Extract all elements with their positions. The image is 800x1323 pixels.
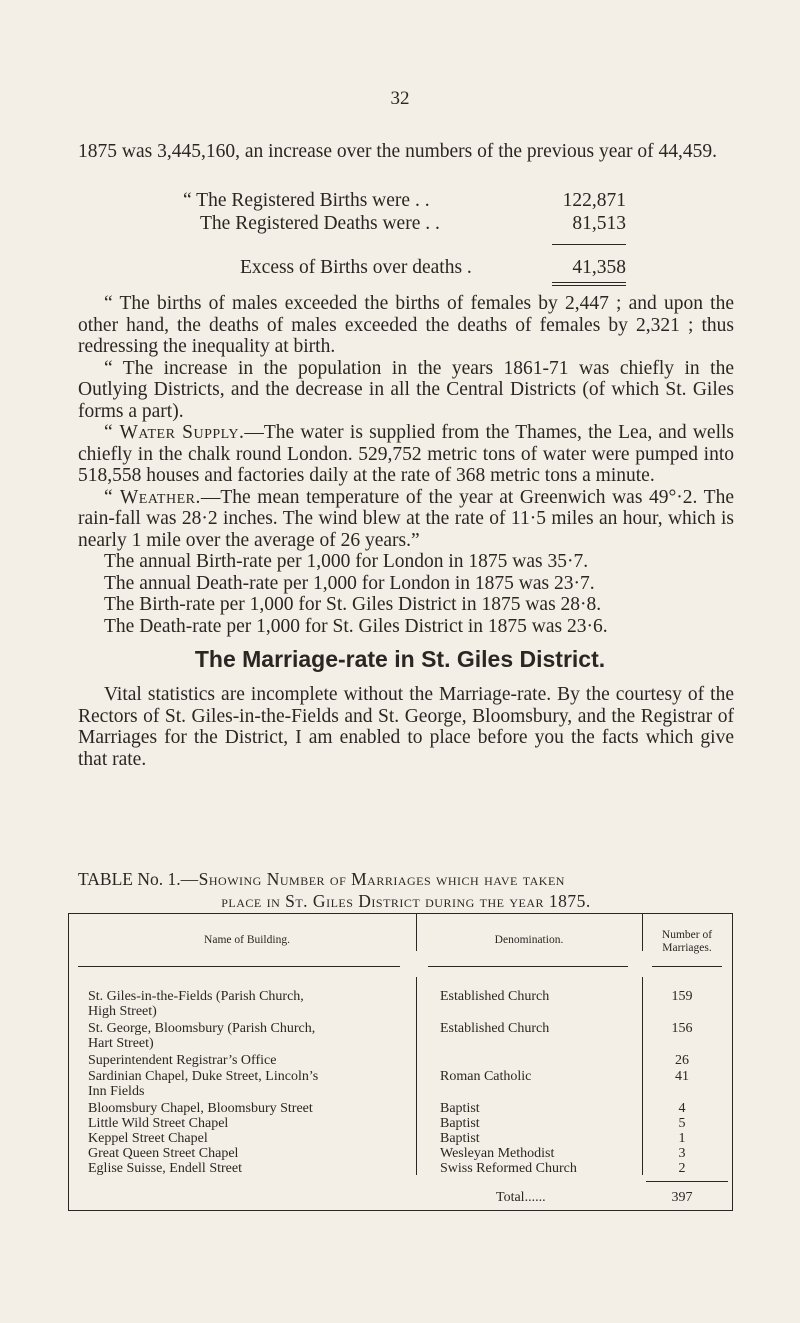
opening-text: 1875 was 3,445,160, an increase over the numbers of the previous year of 44,459. [78, 141, 717, 162]
total-rule-upper [552, 282, 626, 283]
table-right-border [732, 913, 733, 1211]
water-supply-paragraph [78, 422, 734, 487]
cell-building: St. Giles-in-the-Fields (Parish Church, High Street) [88, 989, 304, 1019]
cell-marriages: 159 [671, 989, 693, 1004]
birth-rate-london: The annual Birth-rate per 1,000 for London in 1875 was 35·7. [104, 551, 589, 572]
cell-denomination: Established Church [440, 989, 550, 1004]
marriages-table [78, 913, 734, 1213]
population-paragraph: “ The increase in the population in the years 1861-71 was chiefly in the Outlying Districts, and the decrease in all the Central Districts (of which St. Giles forms a part). [78, 357, 734, 422]
header-denomination: Denomination. [494, 934, 564, 946]
body-paragraphs [78, 293, 734, 637]
section-heading: The Marriage-rate in St. Giles District. [194, 646, 606, 672]
death-rate-st-giles: The Death-rate per 1,000 for St. Giles District in 1875 was 23·6. [104, 615, 608, 637]
sum-rule [552, 244, 626, 245]
water-supply-text: —The water is supplied from the Thames, the Lea, and wells chiefly in the chalk round London. 529,752 metric tons of water were pumped into 518,558 houses and factories daily at the rate of 368 metric tons a minute. [78, 422, 735, 486]
cell-marriages: 26 [675, 1053, 689, 1068]
births-label: “ The Registered Births were . . [183, 190, 430, 211]
excess-value: 41,358 [572, 257, 626, 278]
cell-denomination: Baptist [440, 1116, 480, 1131]
cell-marriages: 156 [671, 1021, 693, 1036]
table-bottom-rule [68, 1210, 732, 1211]
births-males-paragraph: “ The births of males exceeded the births of females by 2,447 ; and upon the other hand, the deaths of males exceeded the deaths of females by 2,321 ; thus redressing the inequality at birth. [78, 293, 734, 357]
cell-building: Sardinian Chapel, Duke Street, Lincoln’s Inn Fields [88, 1069, 319, 1099]
water-supply-heading: “ Water Supply. [104, 422, 245, 443]
deaths-value: 81,513 [572, 213, 626, 234]
col-divider-2-head [642, 913, 643, 951]
weather-text: —The mean temperature of the year at Greenwich was 49°·2. The rain-fall was 28·2 inches. The wind blew at the rate of 11·5 miles an hour, which is nearly 1 mile over the average of 26 years.” [78, 486, 734, 551]
cell-building: Little Wild Street Chapel [88, 1116, 229, 1131]
death-rate-london: The annual Death-rate per 1,000 for London in 1875 was 23·7. [104, 572, 595, 594]
cell-denomination: Baptist [440, 1131, 480, 1146]
cell-marriages: 4 [678, 1101, 686, 1116]
table-caption-line1: —Showing Number of Marriages which have taken [180, 869, 565, 889]
cell-marriages: 2 [678, 1161, 686, 1176]
col-divider-1-body [416, 977, 417, 1175]
excess-label: Excess of Births over deaths . [240, 257, 472, 278]
table-top-rule [68, 913, 732, 914]
cell-marriages: 3 [678, 1146, 686, 1161]
header-rule-1 [78, 966, 400, 967]
cell-building: Superintendent Registrar’s Office [88, 1053, 277, 1068]
cell-denomination: Baptist [440, 1101, 480, 1116]
cell-denomination: Roman Catholic [440, 1069, 532, 1084]
birth-rate-st-giles: The Birth-rate per 1,000 for St. Giles District in 1875 was 28·8. [104, 594, 602, 615]
cell-denomination: Swiss Reformed Church [440, 1161, 577, 1176]
cell-building: St. George, Bloomsbury (Parish Church, Hart Street) [88, 1021, 316, 1051]
cell-denomination: Established Church [440, 1021, 550, 1036]
opening-paragraph [78, 141, 734, 163]
header-rule-2 [428, 966, 628, 967]
deaths-label: The Registered Deaths were . . [200, 213, 440, 234]
header-number-of-marriages: Number of Marriages. [661, 929, 713, 954]
cell-building: Eglise Suisse, Endell Street [88, 1161, 242, 1176]
marriage-paragraph-block [78, 684, 734, 770]
page-number: 32 [390, 88, 410, 109]
table-caption-line2: place in St. Giles District during the year 1875. [221, 891, 591, 911]
total-rule [646, 1181, 728, 1182]
marriage-paragraph: Vital statistics are incomplete without the Marriage-rate. By the courtesy of the Rectors of St. Giles-in-the-Fields and St. George, Bloomsbury, and the Registrar of Marriages for the District, I am enabled to place before you the facts which give that rate. [78, 684, 734, 770]
table-left-border [68, 913, 69, 1211]
cell-marriages: 41 [675, 1069, 689, 1084]
weather-paragraph [78, 487, 734, 552]
total-rule-lower [552, 285, 626, 286]
header-rule-3 [652, 966, 722, 967]
cell-building: Bloomsbury Chapel, Bloomsbury Street [88, 1101, 313, 1116]
weather-heading: “ Weather. [104, 486, 201, 508]
total-label: Total...... [496, 1190, 546, 1205]
total-value: 397 [671, 1190, 693, 1205]
cell-building: Keppel Street Chapel [88, 1131, 208, 1146]
cell-denomination: Wesleyan Methodist [440, 1146, 555, 1161]
header-name-of-building: Name of Building. [204, 934, 290, 946]
cell-marriages: 1 [678, 1131, 686, 1146]
births-value: 122,871 [562, 190, 626, 211]
table-caption [78, 868, 734, 912]
cell-building: Great Queen Street Chapel [88, 1146, 239, 1161]
cell-marriages: 5 [678, 1116, 686, 1131]
table-caption-prefix: TABLE No. 1. [78, 869, 181, 889]
